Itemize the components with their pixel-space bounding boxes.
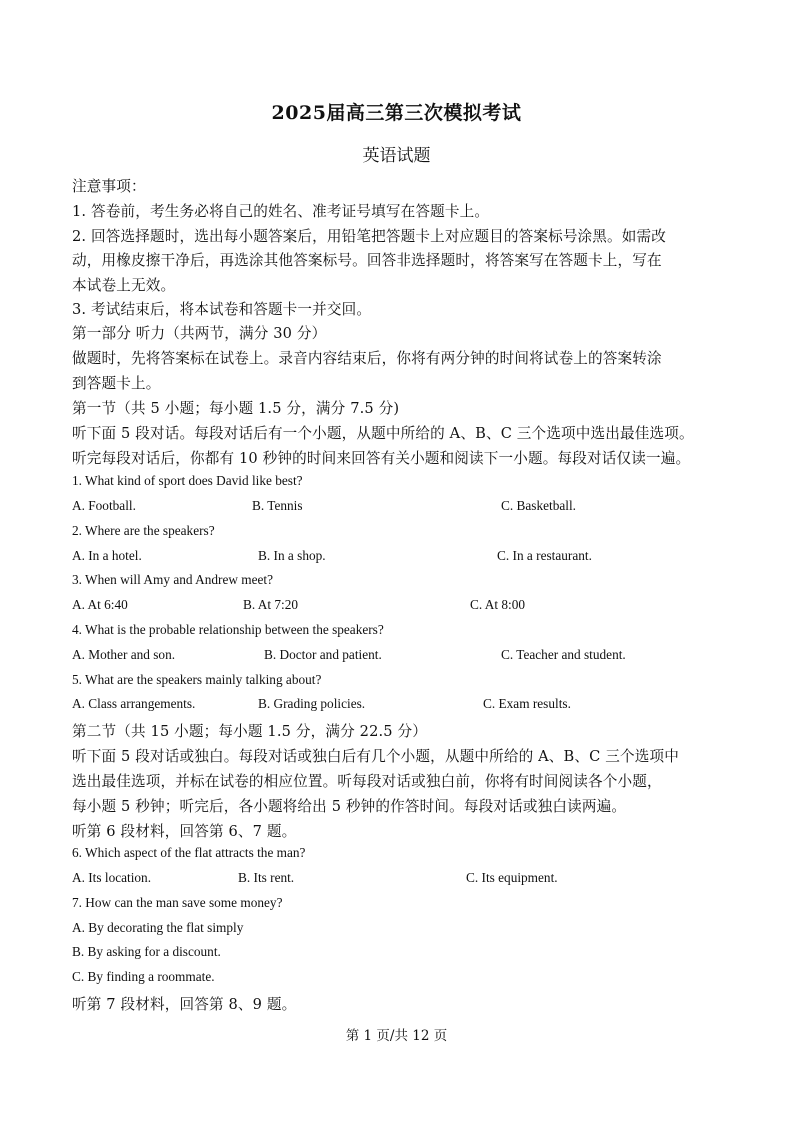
option-b: B. Tennis (252, 498, 303, 513)
material-heading: 听第 7 段材料，回答第 8、9 题。 (72, 996, 297, 1013)
option-b: B. By asking for a discount. (72, 944, 221, 959)
section2-heading: 第二节（共 15 小题；每小题 1.5 分，满分 22.5 分） (72, 723, 428, 740)
question-stem: 4. What is the probable relationship between the speakers? (72, 622, 384, 637)
option-c: C. Basketball. (501, 498, 576, 513)
question-stem: 7. How can the man save some money? (72, 895, 283, 910)
material-heading: 听第 6 段材料，回答第 6、7 题。 (72, 823, 297, 840)
question-stem: 6. Which aspect of the flat attracts the man? (72, 845, 306, 860)
notice-line: 1. 答卷前，考生务必将自己的姓名、准考证号填写在答题卡上。 (72, 203, 490, 220)
notice-line: 2. 回答选择题时，选出每小题答案后，用铅笔把答题卡上对应题目的答案标号涂黑。如需改 (72, 228, 667, 245)
option-a: A. At 6:40 (72, 597, 128, 612)
option-c: C. At 8:00 (470, 597, 526, 612)
option-a: A. By decorating the flat simply (72, 920, 244, 935)
section2-instructions: 选出最佳选项，并标在试卷的相应位置。听每段对话或独白前，你将有时间阅读各个小题， (72, 773, 662, 790)
option-b: B. Its rent. (238, 870, 295, 885)
section1-instructions: 听下面 5 段对话。每段对话后有一个小题，从题中所给的 A、B、C 三个选项中选出最佳选项。 (72, 425, 694, 442)
question-stem: 1. What kind of sport does David like best? (72, 473, 303, 488)
option-c: C. Its equipment. (466, 870, 558, 885)
section2-instructions: 每小题 5 秒钟；听完后，各小题将给出 5 秒钟的作答时间。每段对话或独白读两遍。 (72, 798, 627, 815)
question-stem: 5. What are the speakers mainly talking about? (72, 672, 322, 687)
part1-intro: 到答题卡上。 (72, 375, 161, 392)
option-a: A. In a hotel. (72, 548, 142, 563)
page-title: 2025届高三第三次模拟考试 (271, 102, 522, 124)
notice-line: 3. 考试结束后，将本试卷和答题卡一并交回。 (72, 301, 372, 318)
option-b: B. Doctor and patient. (264, 647, 382, 662)
section1-instructions: 听完每段对话后，你都有 10 秒钟的时间来回答有关小题和阅读下一小题。每段对话仅读一遍。 (72, 450, 691, 467)
option-b: B. Grading policies. (258, 696, 366, 711)
option-a: A. Mother and son. (72, 647, 176, 662)
section2-instructions: 听下面 5 段对话或独白。每段对话或独白后有几个小题，从题中所给的 A、B、C 三个选项中 (72, 748, 679, 765)
option-b: B. At 7:20 (243, 597, 299, 612)
option-a: A. Football. (72, 498, 136, 513)
option-c: C. In a restaurant. (497, 548, 592, 563)
option-a: A. Its location. (72, 870, 152, 885)
option-c: C. Exam results. (483, 696, 571, 711)
part1-intro: 做题时，先将答案标在试卷上。录音内容结束后，你将有两分钟的时间将试卷上的答案转涂 (72, 350, 662, 367)
page-footer: 第 1 页/共 12 页 (345, 1028, 448, 1044)
notice-line: 动，用橡皮擦干净后，再选涂其他答案标号。回答非选择题时，将答案写在答题卡上，写在 (72, 252, 662, 269)
part1-heading: 第一部分 听力（共两节，满分 30 分） (72, 325, 327, 342)
section1-heading: 第一节（共 5 小题；每小题 1.5 分，满分 7.5 分) (72, 400, 400, 417)
option-c: C. By finding a roommate. (72, 969, 215, 984)
page-subtitle: 英语试题 (362, 146, 431, 166)
option-c: C. Teacher and student. (501, 647, 626, 662)
option-b: B. In a shop. (258, 548, 326, 563)
notice-heading: 注意事项： (72, 178, 146, 195)
option-a: A. Class arrangements. (72, 696, 196, 711)
notice-line: 本试卷上无效。 (72, 277, 176, 294)
question-stem: 2. Where are the speakers? (72, 523, 215, 538)
question-stem: 3. When will Amy and Andrew meet? (72, 572, 274, 587)
